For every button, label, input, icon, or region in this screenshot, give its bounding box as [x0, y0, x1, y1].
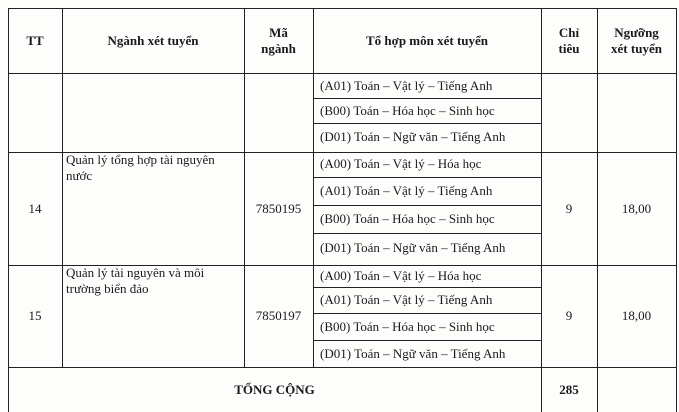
header-chi-tieu — [541, 8, 597, 73]
row-ma-text: 7850195 — [255, 200, 302, 216]
row-15-nganh — [62, 265, 244, 367]
row-14-tt — [8, 152, 62, 265]
row-15-tt — [8, 265, 62, 367]
combination-cell: (A01) Toán – Vật lý – Tiếng Anh — [320, 78, 493, 93]
row-nganh-line1: Quản lý tổng hợp tài nguyên — [66, 152, 215, 167]
row-rule — [313, 98, 541, 99]
row-chi-tieu-text: 9 — [565, 308, 573, 323]
header-ma-line2: ngành — [261, 40, 296, 56]
row-nguong-text: 18,00 — [621, 308, 652, 323]
combination-cell: (A01) Toán – Vật lý – Tiếng Anh — [320, 183, 493, 198]
combination-cell: (A00) Toán – Vật lý – Hóa học — [320, 268, 482, 283]
combination-cell: (D01) Toán – Ngữ văn – Tiếng Anh — [320, 129, 506, 144]
row-nganh-line2: trường biển đảo — [66, 281, 149, 296]
header-ma-nganh — [244, 8, 313, 73]
row-rule — [313, 287, 541, 288]
row-nganh-line2: nước — [66, 168, 93, 183]
row-nganh-line1: Quản lý tài nguyên và môi — [66, 265, 205, 280]
header-nguong-line2: xét tuyển — [611, 40, 662, 56]
combination-cell: (B00) Toán – Hóa học – Sinh học — [320, 211, 495, 226]
combination-cell: (D01) Toán – Ngữ văn – Tiếng Anh — [320, 346, 506, 361]
row-tt-text: 14 — [28, 200, 42, 216]
header-chi-line2: tiêu — [558, 40, 580, 56]
row-14-ma — [244, 152, 313, 265]
row-14-nguong — [597, 152, 676, 265]
row-rule — [313, 313, 541, 314]
row-15-ma — [244, 265, 313, 367]
header-to-hop-text: Tổ hợp môn xét tuyển — [365, 32, 489, 48]
header-bottom-rule — [8, 73, 676, 74]
total-label — [8, 367, 541, 412]
row-tt-text: 15 — [28, 308, 42, 323]
total-value — [541, 367, 597, 412]
row-15-nguong — [597, 265, 676, 367]
header-ma-line1: Mã — [269, 24, 288, 40]
row-rule — [313, 123, 541, 124]
combination-cell: (B00) Toán – Hóa học – Sinh học — [320, 103, 495, 118]
row-ma-text: 7850197 — [255, 308, 302, 323]
combination-cell: (B00) Toán – Hóa học – Sinh học — [320, 319, 495, 334]
row-14-nganh — [62, 152, 244, 265]
total-value-text: 285 — [559, 381, 579, 397]
header-nguong — [597, 8, 676, 73]
table-border-right — [676, 8, 677, 412]
header-nganh — [62, 8, 244, 73]
header-nganh-text: Ngành xét tuyển — [107, 32, 199, 48]
header-tt — [8, 8, 62, 73]
row-rule — [313, 340, 541, 341]
combination-cell: (A00) Toán – Vật lý – Hóa học — [320, 156, 482, 171]
header-nguong-line1: Ngưỡng — [614, 24, 659, 40]
total-label-text: TỔNG CỘNG — [234, 381, 315, 397]
row-14-chi-tieu — [541, 152, 597, 265]
row-nguong-text: 18,00 — [621, 200, 652, 216]
combination-cell: (D01) Toán – Ngữ văn – Tiếng Anh — [320, 240, 506, 255]
row-rule — [313, 205, 541, 206]
combination-cell: (A01) Toán – Vật lý – Tiếng Anh — [320, 292, 493, 307]
header-tt-text: TT — [26, 32, 44, 48]
row-rule — [313, 177, 541, 178]
header-to-hop — [313, 8, 541, 73]
row-rule — [313, 233, 541, 234]
row-chi-tieu-text: 9 — [565, 200, 573, 216]
row-15-chi-tieu — [541, 265, 597, 367]
header-chi-line1: Chỉ — [558, 24, 580, 40]
